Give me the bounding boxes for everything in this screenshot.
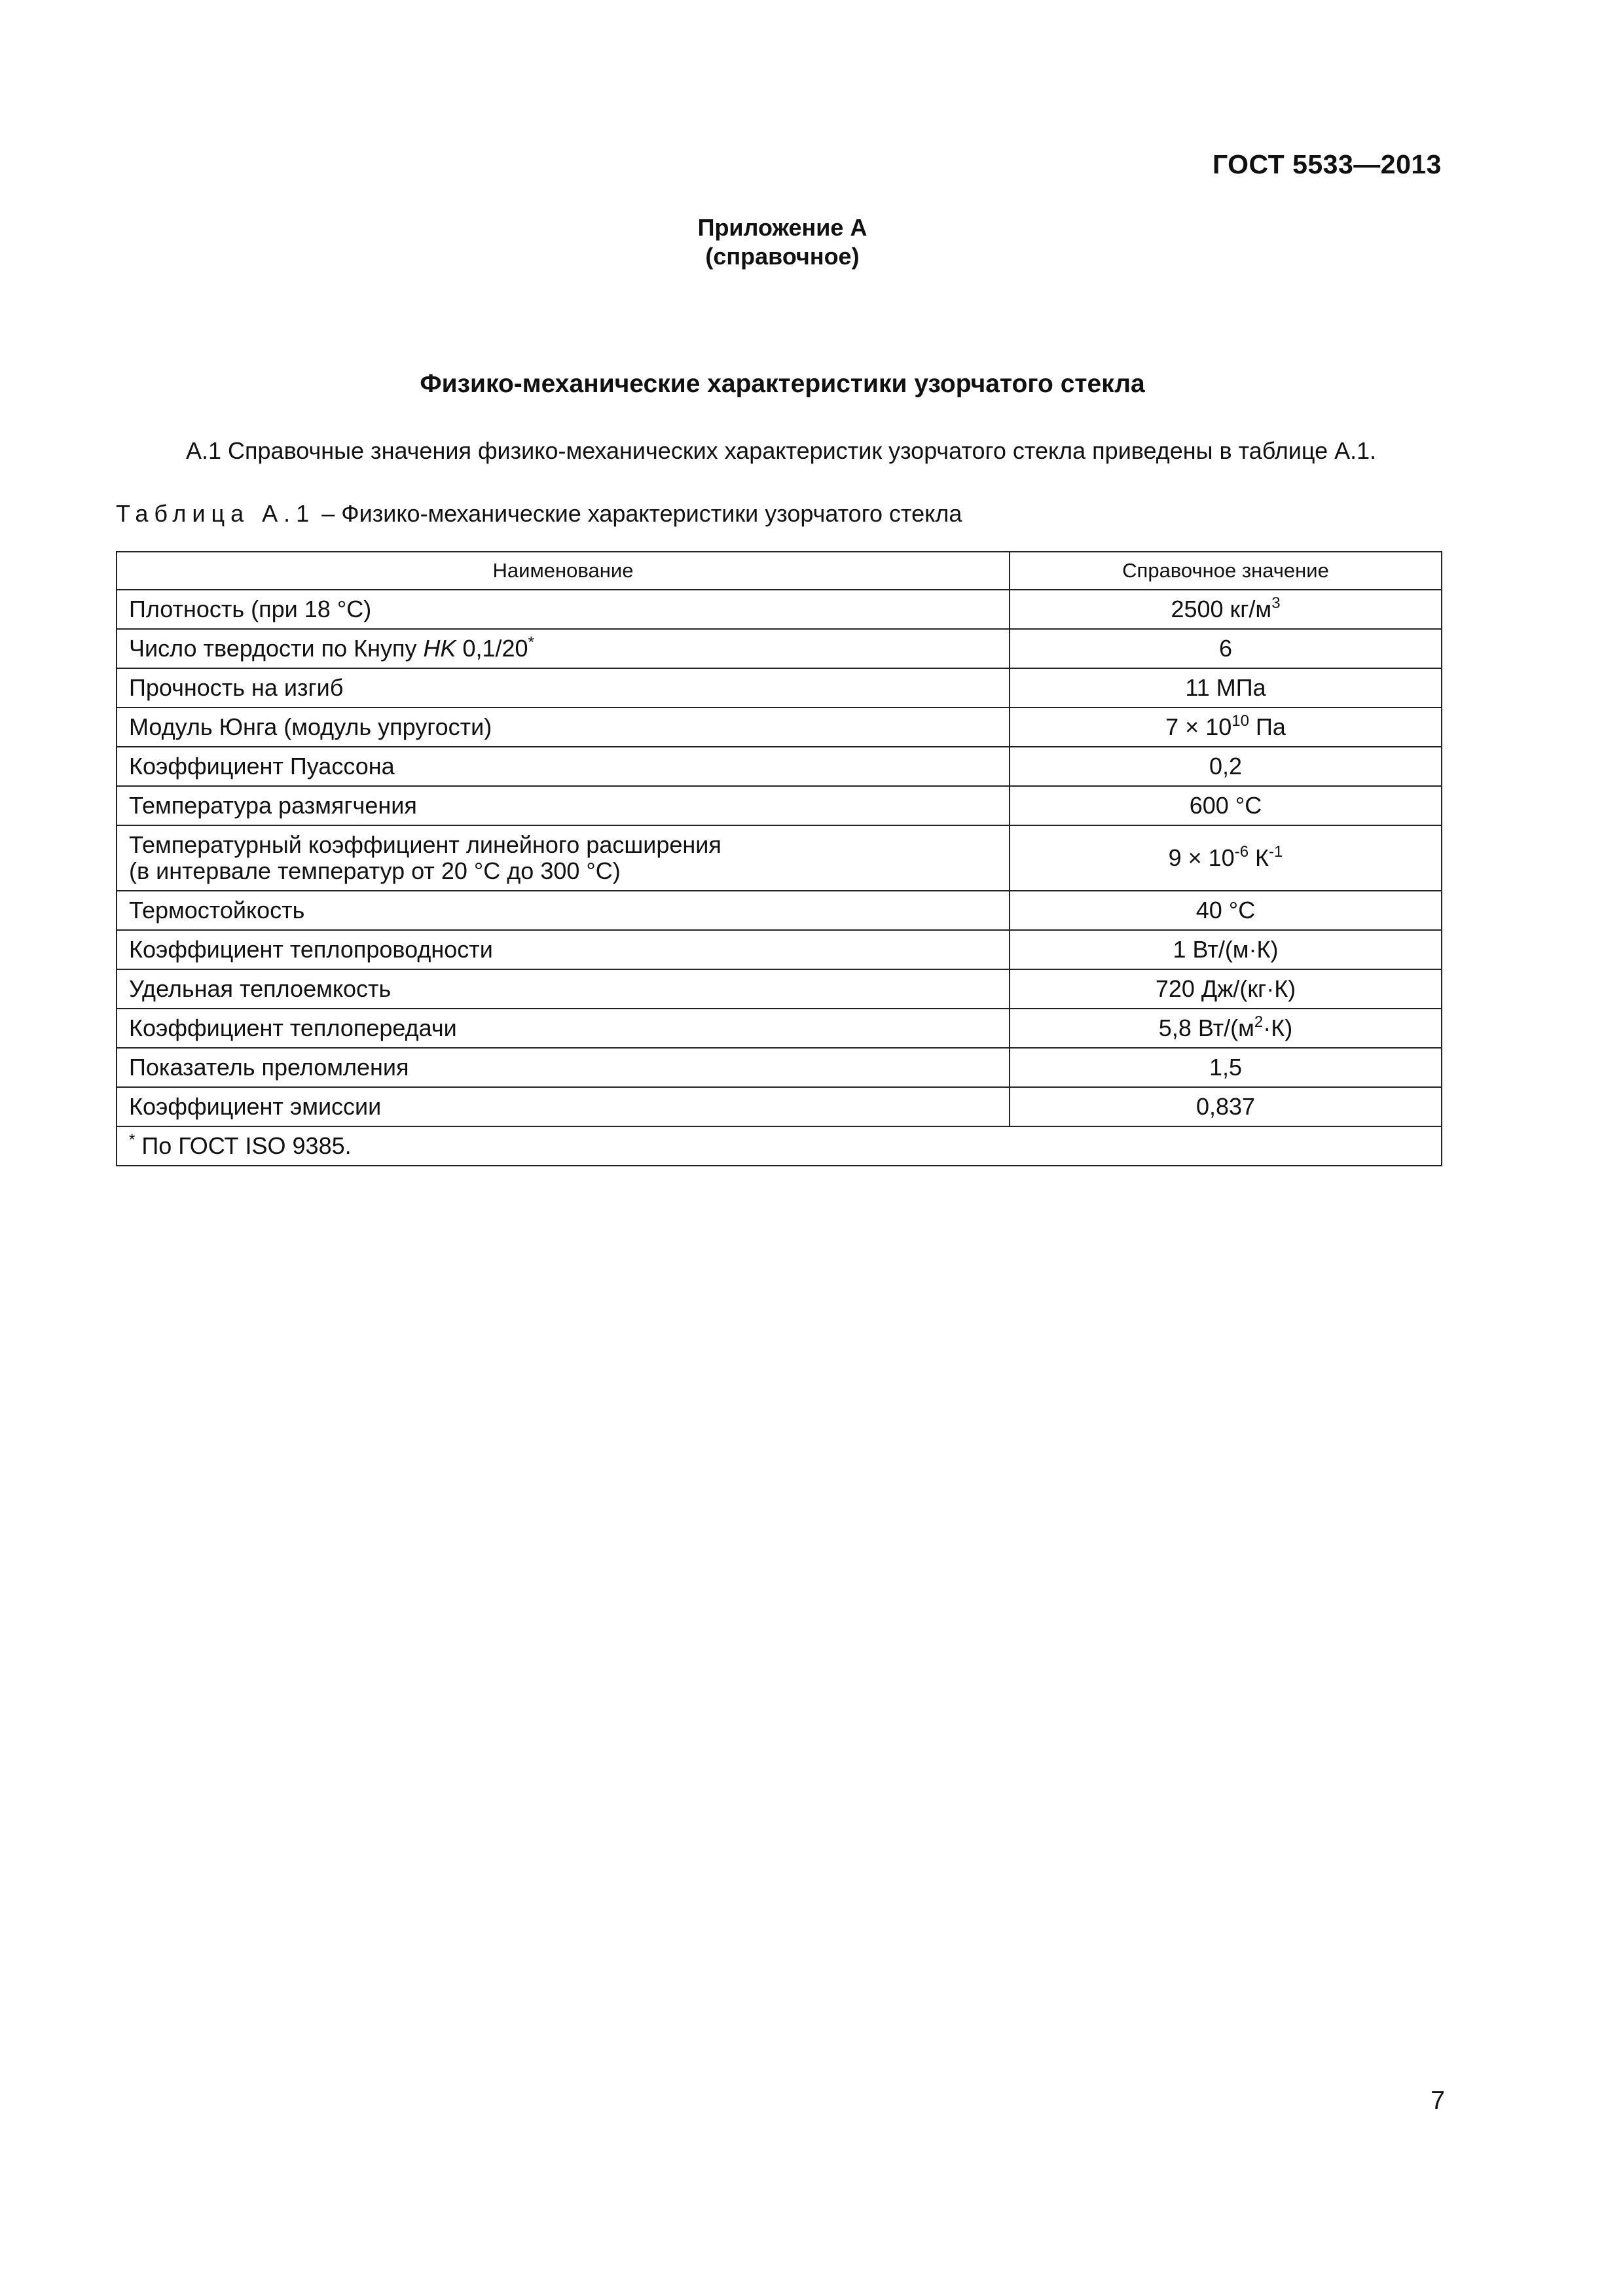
row-name: Термостойкость <box>117 891 1010 930</box>
row-value: 2500 $кг/м^3$ <box>1010 590 1442 629</box>
row-value: 11 МПа <box>1010 668 1442 708</box>
section-title: Физико-механические характеристики узорчатого стекла <box>420 370 1145 398</box>
table-row <box>117 1048 1442 1087</box>
table-footnote-row <box>117 1126 1442 1166</box>
row-value: 40 °С <box>1010 891 1442 930</box>
properties-table <box>116 551 1442 1166</box>
page-number: 7 <box>1431 2087 1445 2115</box>
table-row <box>117 668 1442 708</box>
table-row <box>117 825 1442 891</box>
row-value: $7 \times 10^{10}$ Па <box>1010 708 1442 747</box>
table-footnote: * По ГОСТ ISO 9385. <box>117 1126 1442 1166</box>
header-name: Наименование <box>117 552 1010 590</box>
row-name: Коэффициент теплопередачи <box>117 1009 1010 1048</box>
table-row <box>117 930 1442 969</box>
table-row <box>117 1087 1442 1126</box>
row-name: Модуль Юнга (модуль упругости) <box>117 708 1010 747</box>
row-value: 600 °С <box>1010 786 1442 825</box>
table-row <box>117 708 1442 747</box>
appendix-heading <box>0 213 1565 271</box>
row-name: Показатель преломления <box>117 1048 1010 1087</box>
row-value: 5,8 $Вт/(м^2\cdot К)$ <box>1010 1009 1442 1048</box>
appendix-type: (справочное) <box>705 243 860 270</box>
header-value: Справочное значение <box>1010 552 1442 590</box>
row-name: Удельная теплоемкость <box>117 969 1010 1009</box>
table-caption-text: Физико-механические характеристики узорчатого стекла <box>341 500 962 527</box>
row-name: Температурный коэффициент линейного расширения (в интервале температур от 20 °С до 300 °С) <box>117 825 1010 891</box>
table-header-row <box>117 552 1442 590</box>
row-value: 0,2 <box>1010 747 1442 786</box>
table-row <box>117 590 1442 629</box>
row-name: Прочность на изгиб <box>117 668 1010 708</box>
row-name: Температура размягчения <box>117 786 1010 825</box>
table-caption-label: Таблица А.1 <box>116 500 316 527</box>
row-name: Коэффициент Пуассона <box>117 747 1010 786</box>
row-name: Коэффициент теплопроводности <box>117 930 1010 969</box>
row-name: Число твердости по Кнупу HK 0,1/20* <box>117 629 1010 668</box>
table-row <box>117 629 1442 668</box>
table-row <box>117 1009 1442 1048</box>
row-value: 720 Дж/(кг·К) <box>1010 969 1442 1009</box>
row-value: 1,5 <box>1010 1048 1442 1087</box>
intro-paragraph: А.1 Справочные значения физико-механических характеристик узорчатого стекла приведены в таблице А.1. <box>186 437 1377 464</box>
row-name: Плотность (при 18 °С) <box>117 590 1010 629</box>
row-name: Коэффициент эмиссии <box>117 1087 1010 1126</box>
table-caption-dash: – <box>315 500 342 527</box>
table-row <box>117 747 1442 786</box>
table-row <box>117 969 1442 1009</box>
appendix-title: Приложение А <box>697 214 867 241</box>
table-caption <box>116 500 962 528</box>
document-code: ГОСТ 5533—2013 <box>1212 149 1442 179</box>
row-value: 1 Вт/(м·К) <box>1010 930 1442 969</box>
row-value: 6 <box>1010 629 1442 668</box>
row-value: 0,837 <box>1010 1087 1442 1126</box>
table-row <box>117 786 1442 825</box>
table-row <box>117 891 1442 930</box>
row-value: $9 \times 10^{-6}$ $К^{-1}$ <box>1010 825 1442 891</box>
